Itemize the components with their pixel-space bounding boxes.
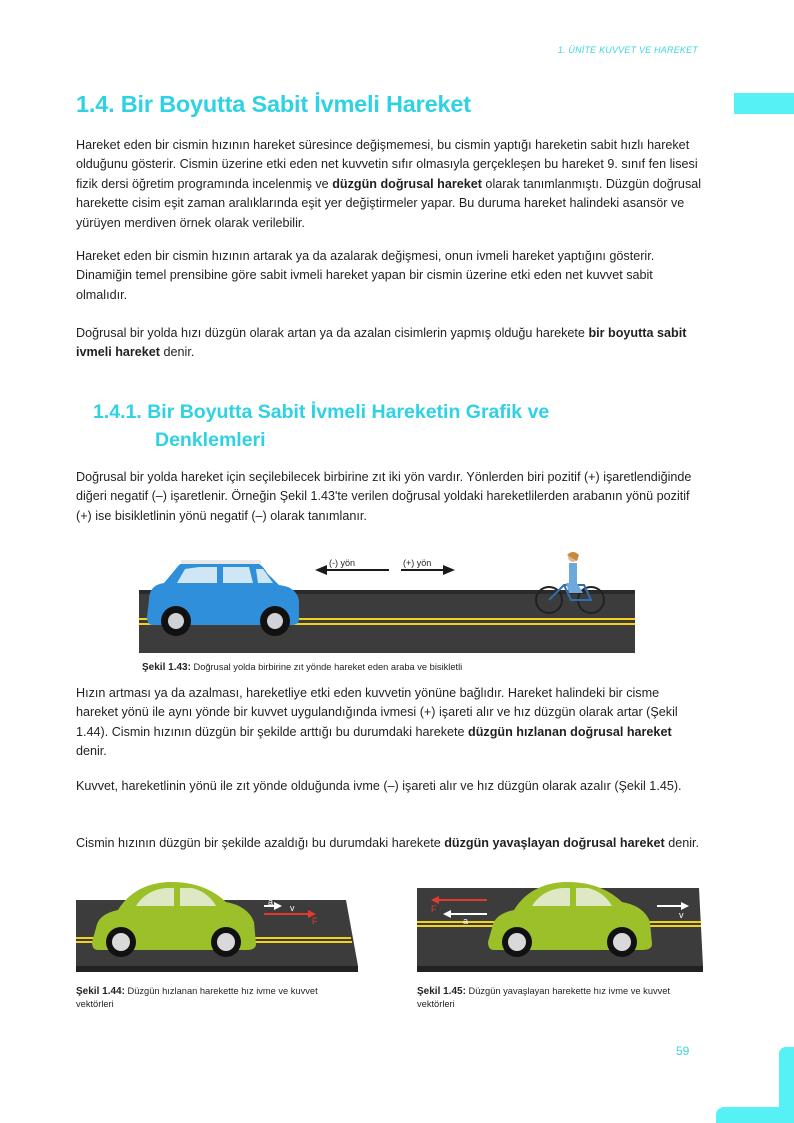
negative-direction-label: (-) yön	[329, 558, 356, 568]
paragraph-6: Kuvvet, hareketlinin yönü ile zıt yönde olduğunda ivme (–) işareti alır ve hız düzgün olarak azalır (Şekil 1.45).	[76, 779, 682, 793]
figure-1-44-illustration	[76, 878, 358, 974]
blue-car	[147, 560, 299, 636]
paragraph-5: Hızın artması ya da azalması, hareketliye etki eden kuvvetin yönüne bağlıdır. Hareket halindeki bir cisme hareket yönü ile aynı yönde bir kuvvet uygulandığında ivmesi (+) işareti alır ve hız düzgün olarak artar (Şekil 1.44). Cismin hızının düzgün bir şekilde arttığı bu durumdaki harekete düzgün hızlanan doğrusal hareket denir.	[76, 686, 678, 759]
paragraph-2: Hareket eden bir cismin hızının artarak ya da azalarak değişmesi, onun ivmeli hareket yaptığını gösterir. Dinamiğin temel prensibine göre sabit ivmeli hareket yapan bir cismin üzerine etki eden net kuvvet sabit olmalıdır.	[76, 249, 655, 302]
running-header: 1. ÜNİTE KUVVET VE HAREKET	[557, 45, 698, 55]
chapter-tab	[734, 93, 794, 114]
figure-1-43	[139, 545, 635, 653]
figure-1-45-illustration	[417, 878, 703, 974]
paragraph-3: Doğrusal bir yolda hızı düzgün olarak artan ya da azalan cisimlerin yapmış olduğu harekete bir boyutta sabit ivmeli hareket denir.	[76, 326, 687, 360]
figure-1-45	[417, 878, 703, 974]
section-title: 1.4. Bir Boyutta Sabit İvmeli Hareket	[76, 91, 471, 117]
subsection-title: 1.4.1. Bir Boyutta Sabit İvmeli Hareketin Grafik ve Denklemleri	[93, 401, 550, 451]
paragraph-4: Doğrusal bir yolda hareket için seçilebilecek birbirine zıt iki yön vardır. Yönlerden biri pozitif (+) işaretlendiğinde diğeri negatif (–) işaretlenir. Örneğin Şekil 1.43'te verilen doğrusal yoldaki hareketlilerden arabanın yönü pozitif (+) ise bisikletlinin yönü negatif (–) olarak tanımlanır.	[76, 470, 692, 523]
vector-v-label: v	[290, 903, 295, 913]
vector-v-label: v	[679, 910, 684, 920]
corner-bracket-horizontal	[716, 1107, 794, 1123]
figure-1-44	[76, 878, 358, 974]
vector-a-label: a	[268, 897, 274, 907]
paragraph-7: Cismin hızının düzgün bir şekilde azaldığı bu durumdaki harekete düzgün yavaşlayan doğrusal hareket denir.	[76, 836, 700, 850]
paragraph-1: Hareket eden bir cismin hızının hareket süresince değişmemesi, bu cismin yaptığı hareketin sabit hızlı hareket olduğunu gösterir. Cismin üzerine etki eden net kuvvetin sıfır olmasıyla gerçekleşen bu hareket 9. sınıf fen lisesi fizik dersi öğretim programında incelenmiş ve düzgün doğrusal hareket olarak tanımlanmıştı. Düzgün doğrusal harekette cisim eşit zaman aralıklarında eşit yer değiştirmeler yapar. Bu duruma hareket halindeki asansör ve yürüyen merdiven örnek olarak verilebilir.	[76, 138, 702, 230]
vector-f-label: F	[312, 916, 318, 926]
vector-f-label: F	[431, 904, 437, 914]
figure-1-43-caption: Şekil 1.43: Doğrusal yolda birbirine zıt yönde hareket eden araba ve bisikletli	[142, 662, 463, 673]
vector-a-label: a	[463, 916, 469, 926]
green-car	[92, 882, 256, 957]
positive-direction-label: (+) yön	[403, 558, 432, 568]
figure-1-43-illustration	[139, 545, 635, 653]
page-number: 59	[676, 1044, 690, 1058]
figure-1-45-caption: Şekil 1.45: Düzgün yavaşlayan harekette hız ivme ve kuvvet vektörleri	[417, 986, 671, 1009]
figure-1-44-caption: Şekil 1.44: Düzgün hızlanan harekette hız ivme ve kuvvet vektörleri	[76, 986, 318, 1009]
